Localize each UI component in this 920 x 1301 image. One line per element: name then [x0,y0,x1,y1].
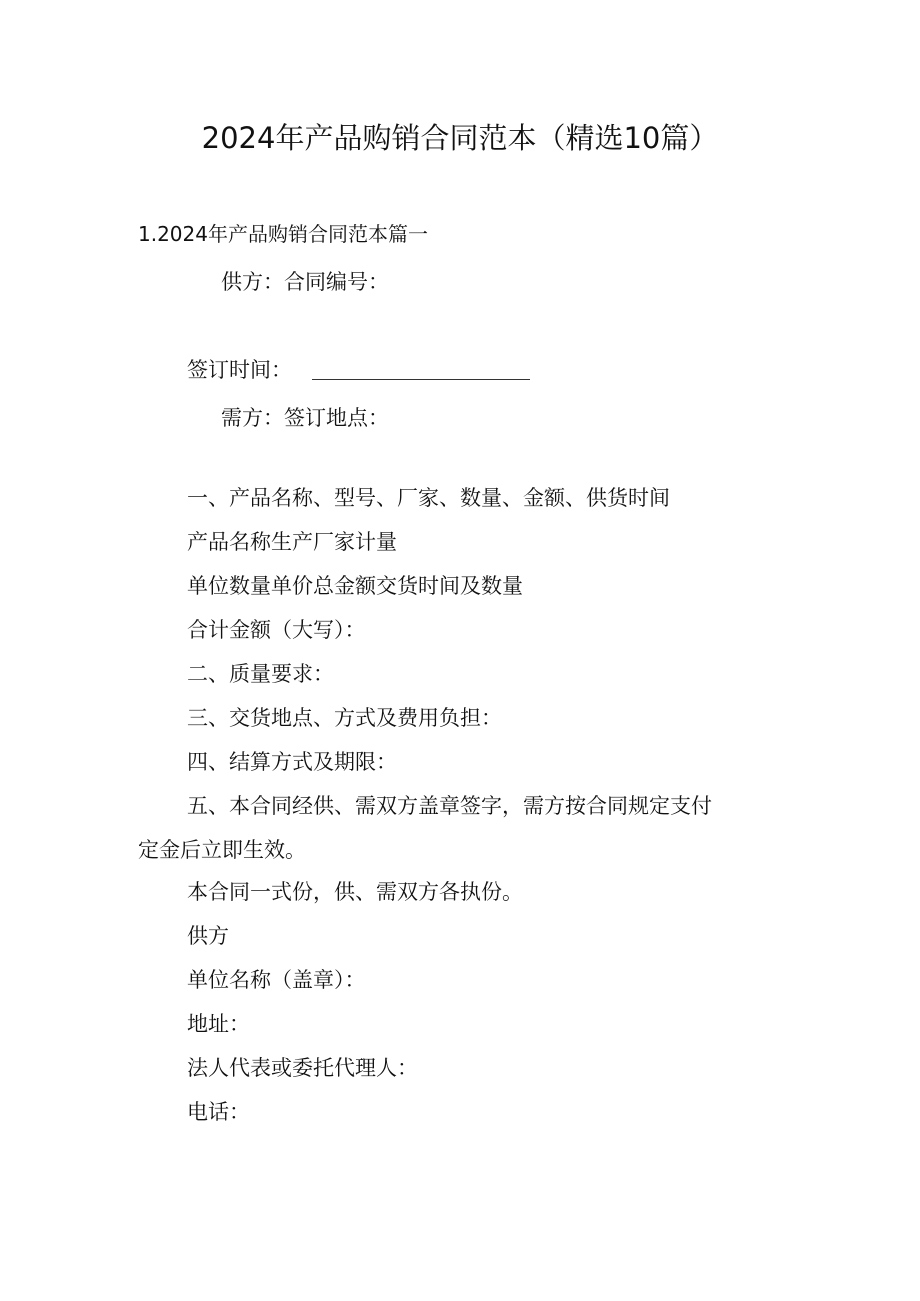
phone-line: 电话： [187,1100,250,1124]
clause-5-line: 五、本合同经供、需双方盖章签字，需方按合同规定支付 [187,794,712,818]
section-heading: 1.2024年产品购销合同范本篇一 [138,222,428,246]
table-header-1-line: 产品名称生产厂家计量 [187,530,397,554]
address-line: 地址： [187,1012,250,1036]
clause-2-line: 二、质量要求： [187,662,334,686]
supplier-contract-no-line: 供方：合同编号： [221,270,389,294]
table-header-2-line: 单位数量单价总金额交货时间及数量 [187,574,523,598]
document-title: 2024年产品购销合同范本（精选10篇） [201,121,719,155]
clause-3-line: 三、交货地点、方式及费用负担： [187,706,502,730]
signing-time-line: 签订时间： [187,358,292,382]
total-amount-line: 合计金额（大写）： [187,618,366,642]
supplier-label-line: 供方 [187,924,229,948]
clause-4-line: 四、结算方式及期限： [187,750,397,774]
clause-5-continuation-line: 定金后立即生效。 [138,838,306,862]
unit-name-line: 单位名称（盖章）： [187,968,366,992]
buyer-signing-place-line: 需方：签订地点： [221,406,389,430]
copies-line: 本合同一式份，供、需双方各执份。 [187,880,523,904]
clause-1-line: 一、产品名称、型号、厂家、数量、金额、供货时间 [187,486,670,510]
legal-rep-line: 法人代表或委托代理人： [187,1056,418,1080]
signing-time-blank [312,379,530,380]
